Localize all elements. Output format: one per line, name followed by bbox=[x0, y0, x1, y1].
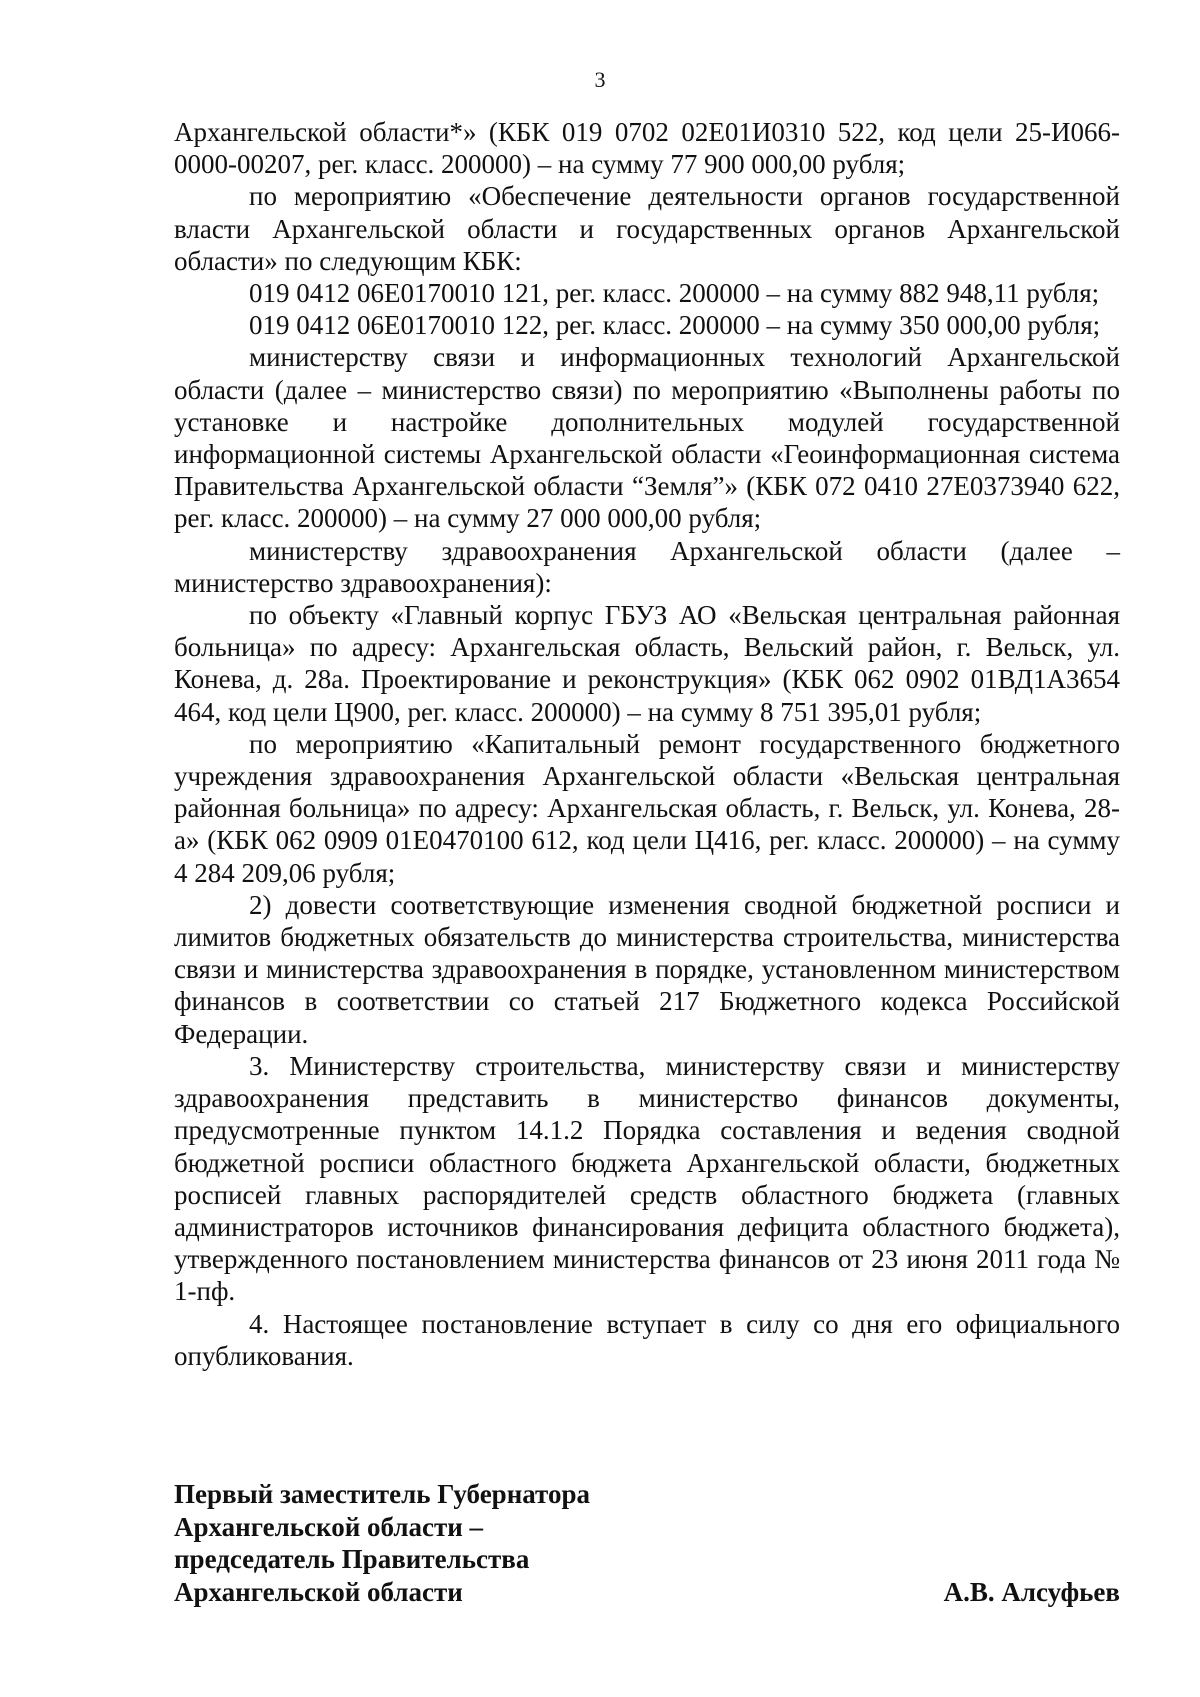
paragraph: 019 0412 06Е0170010 121, рег. класс. 200000 – на сумму 882 948,11 рубля; bbox=[249, 278, 1100, 309]
paragraph: 3. Министерству строительства, министерству связи и министерству здравоохранения представить в министерство финансов документы, предусмотренные пунктом 14.1.2 Порядка составления и ведения сводной бюджетной росписи областного бюджета Архангельской области, бюджетных росписей главных распорядителей средств областного бюджета (главных администраторов источников финансирования дефицита областного бюджета), утвержденного постановлением министерства финансов от 23 июня 2011 года № 1-пф. bbox=[174, 1050, 1120, 1307]
signature-block bbox=[174, 1478, 1120, 1608]
document-body bbox=[174, 116, 1120, 1372]
signer-title-line: Архангельской области – bbox=[174, 1511, 484, 1542]
paragraph: по мероприятию «Обеспечение деятельности органов государственной власти Архангельской области и государственных органов Архангельской области» по следующим КБК: bbox=[174, 181, 1120, 276]
signer-title-line: председатель Правительства bbox=[174, 1544, 530, 1574]
paragraph: 2) довести соответствующие изменения сводной бюджетной росписи и лимитов бюджетных обязательств до министерства строительства, министерства связи и министерства здравоохранения в порядке, установленном министерством финансов в соответствии со статьей 217 Бюджетного кодекса Российской Федерации. bbox=[174, 889, 1120, 1049]
paragraph: Архангельской области*» (КБК 019 0702 02Е01И0310 522, код цели 25-И066-0000-00207, рег. класс. 200000) – на сумму 77 900 000,00 рубля; bbox=[174, 117, 1120, 180]
paragraph: министерству связи и информационных технологий Архангельской области (далее – министерство связи) по мероприятию «Выполнены работы по установке и настройке дополнительных модулей государственной информационной системы Архангельской области «Геоинформационная система Правительства Архангельской области “Земля”» (КБК 072 0410 27Е0373940 622, рег. класс. 200000) – на сумму 27 000 000,00 рубля; bbox=[174, 342, 1120, 534]
paragraph: по мероприятию «Капитальный ремонт государственного бюджетного учреждения здравоохранения Архангельской области «Вельская центральная районная больница» по адресу: Архангельская область, г. Вельск, ул. Конева, 28-а» (КБК 062 0909 01Е0470100 612, код цели Ц416, рег. класс. 200000) – на сумму 4 284 209,06 рубля; bbox=[174, 728, 1120, 888]
signer-name: А.В. Алсуфьев bbox=[943, 1576, 1120, 1607]
signer-title-line: Первый заместитель Губернатора bbox=[174, 1479, 590, 1509]
paragraph: по объекту «Главный корпус ГБУЗ АО «Вельская центральная районная больница» по адресу: Архангельская область, Вельский район, г. Вельск, ул. Конева, д. 28а. Проектирование и реконструкция» (КБК 062 0902 01ВД1А3654 464, код цели Ц900, рег. класс. 200000) – на сумму 8 751 395,01 рубля; bbox=[174, 600, 1120, 727]
paragraph: 4. Настоящее постановление вступает в силу со дня его официального опубликования. bbox=[174, 1308, 1120, 1371]
paragraph: министерству здравоохранения Архангельской области (далее – министерство здравоохранения): bbox=[174, 535, 1120, 598]
paragraph: 019 0412 06Е0170010 122, рег. класс. 200000 – на сумму 350 000,00 рубля; bbox=[249, 310, 1101, 341]
page-number: 3 bbox=[594, 67, 606, 92]
signer-title-line: Архангельской области bbox=[174, 1576, 463, 1607]
